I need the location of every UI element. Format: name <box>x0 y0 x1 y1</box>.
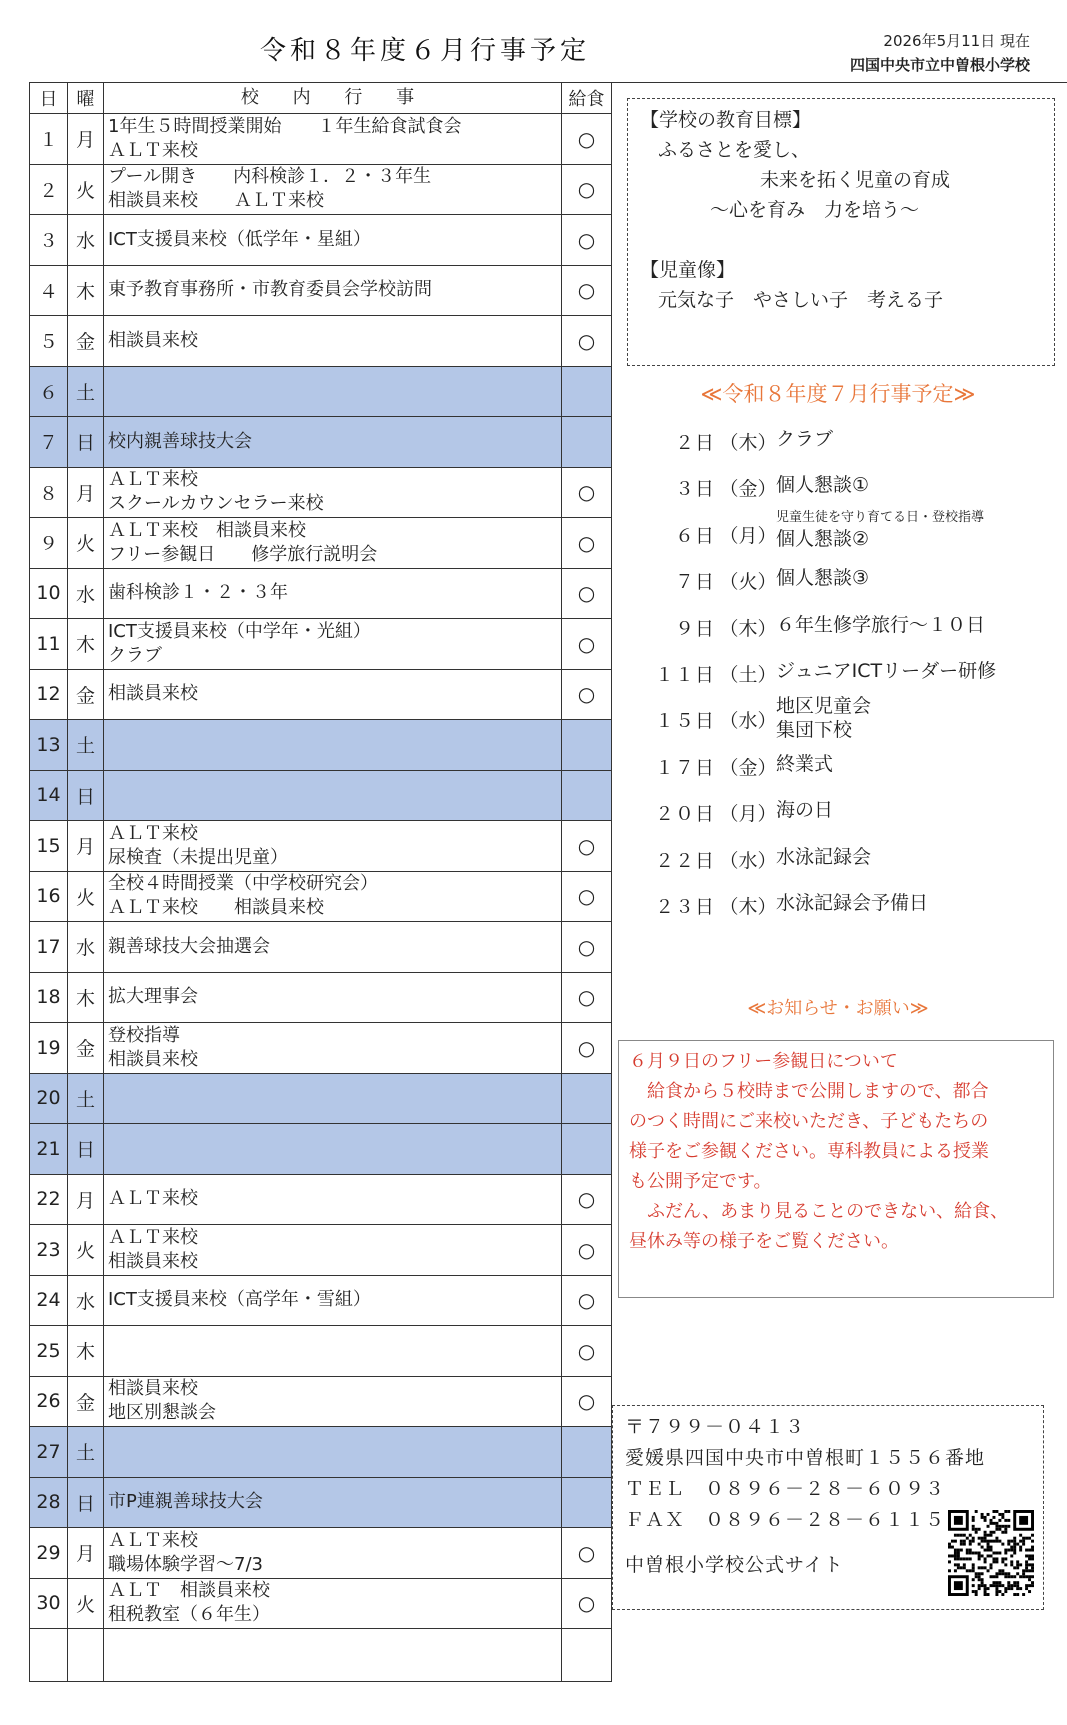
schedule-row <box>30 1073 612 1124</box>
education-goals-box <box>627 98 1055 366</box>
schedule-row <box>30 1376 612 1427</box>
weekday-cell: 金 <box>68 669 104 720</box>
lunch-cell: ○ <box>562 871 612 922</box>
july-item <box>640 647 1060 693</box>
events-cell <box>104 265 562 316</box>
weekday-cell: 木 <box>68 1326 104 1377</box>
schedule-body <box>30 114 612 1682</box>
event-text: 市P連親善球技大会 <box>108 1491 263 1513</box>
event-text: 相談員来校 <box>108 1378 198 1400</box>
notice-heading: ≪お知らせ・お願い≫ <box>747 998 929 1019</box>
lunch-cell: ○ <box>562 164 612 215</box>
schedule-row <box>30 1326 612 1377</box>
lunch-cell: ○ <box>562 518 612 569</box>
day-cell: 10 <box>30 568 68 619</box>
event-text: 尿検査（未提出児童） <box>108 846 288 868</box>
july-event-text: クラブ <box>776 428 834 450</box>
event-text: クラブ <box>108 644 162 666</box>
schedule-table <box>29 82 612 1682</box>
col-header-day: 日 <box>30 83 68 114</box>
schedule-row <box>30 417 612 468</box>
lunch-cell: ○ <box>562 1528 612 1579</box>
event-text: ICT支援員来校（低学年・星組） <box>108 228 371 250</box>
day-cell: 24 <box>30 1275 68 1326</box>
events-cell <box>104 1174 562 1225</box>
events-cell <box>104 366 562 417</box>
weekday-cell: 水 <box>68 1275 104 1326</box>
lunch-cell <box>562 1073 612 1124</box>
event-text: 相談員来校 ＡＬＴ来校 <box>108 190 324 212</box>
event-text: 全校４時間授業（中学校研究会） <box>108 873 378 895</box>
day-cell: 27 <box>30 1427 68 1478</box>
lunch-cell: ○ <box>562 215 612 266</box>
lunch-cell: ○ <box>562 114 612 165</box>
day-cell: 29 <box>30 1528 68 1579</box>
weekday-cell: 日 <box>68 1124 104 1175</box>
event-text: ＡＬＴ 相談員来校 <box>108 1580 270 1602</box>
events-cell <box>104 922 562 973</box>
event-text: スクールカウンセラー来校 <box>108 493 324 515</box>
schedule-row <box>30 366 612 417</box>
july-events <box>776 694 1066 742</box>
notice-line: 様子をご参観ください。専科教員による授業 <box>629 1141 989 1162</box>
weekday-cell: 日 <box>68 1477 104 1528</box>
events-cell <box>104 1124 562 1175</box>
schedule-row <box>30 619 612 670</box>
event-text: ＡＬＴ来校 <box>108 1226 198 1248</box>
day-cell: 20 <box>30 1073 68 1124</box>
lunch-cell <box>562 770 612 821</box>
schedule-row <box>30 1427 612 1478</box>
events-cell <box>104 669 562 720</box>
goals-line: ～心を育み 力を培う～ <box>710 199 920 221</box>
events-cell <box>104 1326 562 1377</box>
july-item <box>640 879 1060 925</box>
fax: ＦＡＸ ０８９６－２８－６１１５ <box>625 1509 946 1531</box>
events-cell <box>104 1427 562 1478</box>
day-cell: 15 <box>30 821 68 872</box>
july-date: ２３日 <box>654 896 715 918</box>
july-event-text: 個人懇談② <box>776 527 870 550</box>
schedule-row <box>30 770 612 821</box>
lunch-cell: ○ <box>562 265 612 316</box>
weekday-cell: 金 <box>68 316 104 367</box>
july-weekday: （木） <box>719 896 777 918</box>
weekday-cell: 火 <box>68 1225 104 1276</box>
schedule-row <box>30 1023 612 1074</box>
event-text: ＡＬＴ来校 <box>108 822 198 844</box>
schedule-row <box>30 1174 612 1225</box>
lunch-cell <box>562 1427 612 1478</box>
events-cell <box>104 1376 562 1427</box>
july-weekday: （月） <box>719 803 777 826</box>
day-cell: 19 <box>30 1023 68 1074</box>
event-text: 租税教室（６年生） <box>108 1604 270 1626</box>
events-cell <box>104 114 562 165</box>
schedule-row <box>30 164 612 215</box>
day-cell: ４ <box>30 265 68 316</box>
july-item <box>640 601 1060 647</box>
july-event-text: 個人懇談① <box>776 474 870 497</box>
schedule-row <box>30 316 612 367</box>
schedule-row <box>30 518 612 569</box>
weekday-cell: 日 <box>68 417 104 468</box>
weekday-cell: 月 <box>68 1174 104 1225</box>
july-events <box>776 798 1066 822</box>
event-text: 相談員来校 <box>108 329 198 351</box>
july-item <box>640 786 1060 832</box>
schedule-row <box>30 1578 612 1629</box>
notice-line: 昼休み等の様子をご覧ください。 <box>629 1231 899 1252</box>
july-item <box>640 415 1060 461</box>
event-text: ＡＬＴ来校 <box>108 1529 198 1551</box>
july-event-text: 地区児童会 <box>776 695 872 718</box>
events-cell <box>104 1073 562 1124</box>
notice-line: のつく時間にご来校いただき、子どもたちの <box>629 1111 989 1132</box>
schedule-row <box>30 114 612 165</box>
col-header-lunch: 給食 <box>562 83 612 114</box>
weekday-cell: 水 <box>68 215 104 266</box>
weekday-cell: 火 <box>68 518 104 569</box>
day-cell: 26 <box>30 1376 68 1427</box>
event-text: ＡＬＴ来校 <box>108 139 198 161</box>
july-date: ３日 <box>674 478 715 501</box>
schedule-row <box>30 720 612 771</box>
event-text: 職場体験学習～7/3 <box>108 1553 263 1575</box>
lunch-cell: ○ <box>562 316 612 367</box>
july-events <box>776 613 1066 637</box>
events-cell <box>104 821 562 872</box>
july-event-text: ６年生修学旅行～１０日 <box>776 613 986 636</box>
july-event-note: 児童生徒を守り育てる日・登校指導 <box>776 509 985 525</box>
july-item <box>640 740 1060 786</box>
notice-line: ふだん、あまり見ることのできない、給食、 <box>629 1201 1009 1222</box>
day-cell: 14 <box>30 770 68 821</box>
lunch-cell: ○ <box>562 1225 612 1276</box>
as-of-date: 2026年5月11日 現在 <box>883 32 1030 50</box>
event-text: 校内親善球技大会 <box>108 430 252 452</box>
events-cell <box>104 1023 562 1074</box>
schedule-row <box>30 1225 612 1276</box>
schedule-row <box>30 972 612 1023</box>
day-cell: 21 <box>30 1124 68 1175</box>
july-item <box>640 693 1060 742</box>
july-events <box>776 473 1066 497</box>
july-weekday: （土） <box>719 664 777 686</box>
lunch-cell: ○ <box>562 821 612 872</box>
tel: ＴＥＬ ０８９６－２８－６０９３ <box>625 1478 946 1500</box>
july-date: １７日 <box>654 756 715 779</box>
notice-line: も公開予定です。 <box>629 1171 772 1192</box>
july-event-text: ジュニアICTリーダー研修 <box>776 660 997 682</box>
july-weekday: （金） <box>719 478 777 501</box>
july-event-text: 水泳記録会予備日 <box>776 892 929 914</box>
events-cell <box>104 871 562 922</box>
july-event-text: 海の日 <box>776 799 834 822</box>
notice-box <box>618 1040 1054 1298</box>
col-header-weekday: 曜 <box>68 83 104 114</box>
schedule-row <box>30 265 612 316</box>
day-cell: 28 <box>30 1477 68 1528</box>
events-cell <box>104 316 562 367</box>
lunch-cell <box>562 366 612 417</box>
lunch-cell: ○ <box>562 1326 612 1377</box>
schedule-row <box>30 1275 612 1326</box>
notice-line: 給食から５校時まで公開しますので、都合 <box>629 1081 989 1102</box>
lunch-cell: ○ <box>562 972 612 1023</box>
lunch-cell: ○ <box>562 1023 612 1074</box>
weekday-cell: 火 <box>68 871 104 922</box>
address: 愛媛県四国中央市中曽根町１５５６番地 <box>625 1447 986 1469</box>
july-weekday: （水） <box>719 710 777 733</box>
weekday-cell: 月 <box>68 467 104 518</box>
event-text: 相談員来校 <box>108 683 198 705</box>
notice-title: ６月９日のフリー参観日について <box>629 1051 898 1072</box>
schedule-row <box>30 1477 612 1528</box>
event-text: フリー参観日 修学旅行説明会 <box>108 543 378 565</box>
schedule-row <box>30 1124 612 1175</box>
day-cell: ２ <box>30 164 68 215</box>
weekday-cell: 木 <box>68 619 104 670</box>
lunch-cell: ○ <box>562 1174 612 1225</box>
weekday-cell: 火 <box>68 164 104 215</box>
july-weekday: （木） <box>719 617 777 640</box>
events-cell <box>104 1528 562 1579</box>
lunch-cell: ○ <box>562 467 612 518</box>
july-weekday: （金） <box>719 756 777 779</box>
child-image-line: 元気な子 やさしい子 考える子 <box>658 289 944 311</box>
july-date: ２日 <box>674 432 715 454</box>
july-date: ７日 <box>674 571 715 594</box>
day-cell: 12 <box>30 669 68 720</box>
blank-row <box>30 1629 612 1682</box>
weekday-cell: 日 <box>68 770 104 821</box>
lunch-cell: ○ <box>562 568 612 619</box>
child-image-heading: 【児童像】 <box>640 259 736 281</box>
weekday-cell: 金 <box>68 1023 104 1074</box>
lunch-cell: ○ <box>562 669 612 720</box>
weekday-cell: 月 <box>68 821 104 872</box>
day-cell: 22 <box>30 1174 68 1225</box>
qr-code-icon[interactable] <box>948 1510 1034 1596</box>
weekday-cell: 月 <box>68 114 104 165</box>
events-cell <box>104 619 562 670</box>
events-cell <box>104 164 562 215</box>
lunch-cell <box>562 1477 612 1528</box>
schedule-row <box>30 922 612 973</box>
day-cell: 13 <box>30 720 68 771</box>
july-events <box>776 845 1066 869</box>
table-header-row <box>30 83 612 114</box>
official-site-link[interactable]: 中曽根小学校公式サイト <box>625 1554 844 1576</box>
events-cell <box>104 1578 562 1629</box>
day-cell: 25 <box>30 1326 68 1377</box>
goals-heading: 【学校の教育目標】 <box>640 109 812 131</box>
event-text: ICT支援員来校（中学年・光組） <box>108 620 371 642</box>
weekday-cell: 土 <box>68 1427 104 1478</box>
july-date: ６日 <box>674 524 715 547</box>
event-text: 地区別懇談会 <box>108 1402 216 1424</box>
events-cell <box>104 720 562 771</box>
weekday-cell: 月 <box>68 1528 104 1579</box>
day-cell: ９ <box>30 518 68 569</box>
goals-line: 未来を拓く児童の育成 <box>760 169 951 191</box>
event-text: ICT支援員来校（高学年・雪組） <box>108 1289 371 1311</box>
schedule-row <box>30 215 612 266</box>
july-events <box>776 752 1066 776</box>
page-title: 令和８年度６月行事予定 <box>259 36 590 66</box>
events-cell <box>104 417 562 468</box>
july-date: １１日 <box>654 664 715 686</box>
july-weekday: （水） <box>719 849 777 872</box>
july-weekday: （火） <box>719 571 777 594</box>
july-weekday: （月） <box>719 524 777 547</box>
lunch-cell <box>562 720 612 771</box>
july-date: １５日 <box>654 710 715 733</box>
events-cell <box>104 1275 562 1326</box>
schedule-row <box>30 467 612 518</box>
july-events <box>776 566 1066 590</box>
day-cell: ８ <box>30 467 68 518</box>
event-text: 相談員来校 <box>108 1250 198 1272</box>
day-cell: ７ <box>30 417 68 468</box>
col-header-events: 校 内 行 事 <box>104 83 562 114</box>
schedule-row <box>30 1528 612 1579</box>
lunch-cell: ○ <box>562 619 612 670</box>
july-date: ９日 <box>674 617 715 640</box>
july-event-text: 個人懇談③ <box>776 567 870 590</box>
day-cell: 16 <box>30 871 68 922</box>
event-text: プール開き 内科検診１．２・３年生 <box>108 166 432 188</box>
events-cell <box>104 972 562 1023</box>
goals-line: ふるさとを愛し、 <box>658 139 811 161</box>
july-events <box>776 509 1066 551</box>
schedule-row <box>30 871 612 922</box>
lunch-cell: ○ <box>562 1275 612 1326</box>
july-item <box>640 508 1060 554</box>
schedule-row <box>30 669 612 720</box>
schedule-row <box>30 568 612 619</box>
july-events <box>776 659 1066 683</box>
events-cell <box>104 518 562 569</box>
day-cell: 18 <box>30 972 68 1023</box>
july-date: ２２日 <box>654 849 715 872</box>
postal-code: 〒７９９－０４１３ <box>625 1416 806 1438</box>
event-text: ＡＬＴ来校 <box>108 469 198 491</box>
notice-paragraph <box>629 1197 1043 1257</box>
school-name: 四国中央市立中曽根小学校 <box>849 56 1030 74</box>
july-item <box>640 461 1060 507</box>
july-weekday: （木） <box>719 432 777 454</box>
day-cell: ５ <box>30 316 68 367</box>
weekday-cell: 土 <box>68 366 104 417</box>
weekday-cell: 火 <box>68 1578 104 1629</box>
weekday-cell: 金 <box>68 1376 104 1427</box>
event-text: 親善球技大会抽選会 <box>108 935 270 957</box>
weekday-cell: 水 <box>68 568 104 619</box>
events-cell <box>104 467 562 518</box>
july-event-text: 水泳記録会 <box>776 845 872 868</box>
july-schedule-heading: ≪令和８年度７月行事予定≫ <box>700 382 976 406</box>
notice-paragraph <box>629 1077 1043 1197</box>
july-event-text: 集団下校 <box>776 719 853 742</box>
lunch-cell <box>562 417 612 468</box>
schedule-row <box>30 821 612 872</box>
event-text: 1年生５時間授業開始 １年生給食試食会 <box>108 115 462 137</box>
weekday-cell: 土 <box>68 720 104 771</box>
events-cell <box>104 770 562 821</box>
day-cell: 30 <box>30 1578 68 1629</box>
events-cell <box>104 215 562 266</box>
day-cell: 17 <box>30 922 68 973</box>
july-date: ２０日 <box>654 803 715 826</box>
day-cell: ６ <box>30 366 68 417</box>
event-text: 相談員来校 <box>108 1048 198 1070</box>
day-cell: １ <box>30 114 68 165</box>
event-text: ＡＬＴ来校 <box>108 1188 198 1210</box>
event-text: ＡＬＴ来校 相談員来校 <box>108 519 306 541</box>
day-cell: 23 <box>30 1225 68 1276</box>
events-cell <box>104 1225 562 1276</box>
weekday-cell: 木 <box>68 972 104 1023</box>
event-text: 登校指導 <box>108 1024 180 1046</box>
lunch-cell: ○ <box>562 1578 612 1629</box>
event-text: ＡＬＴ来校 相談員来校 <box>108 897 324 919</box>
event-text: 東予教育事務所・市教育委員会学校訪問 <box>108 279 432 301</box>
events-cell <box>104 1477 562 1528</box>
lunch-cell: ○ <box>562 1376 612 1427</box>
weekday-cell: 土 <box>68 1073 104 1124</box>
july-item <box>640 833 1060 879</box>
event-text: 歯科検診１・２・３年 <box>108 582 288 604</box>
weekday-cell: 水 <box>68 922 104 973</box>
lunch-cell <box>562 1124 612 1175</box>
day-cell: 11 <box>30 619 68 670</box>
july-events <box>776 891 1066 915</box>
july-events <box>776 427 1066 451</box>
events-cell <box>104 568 562 619</box>
weekday-cell: 木 <box>68 265 104 316</box>
july-item <box>640 554 1060 600</box>
day-cell: ３ <box>30 215 68 266</box>
event-text: 拡大理事会 <box>108 986 198 1008</box>
july-event-text: 終業式 <box>776 752 834 775</box>
lunch-cell: ○ <box>562 922 612 973</box>
